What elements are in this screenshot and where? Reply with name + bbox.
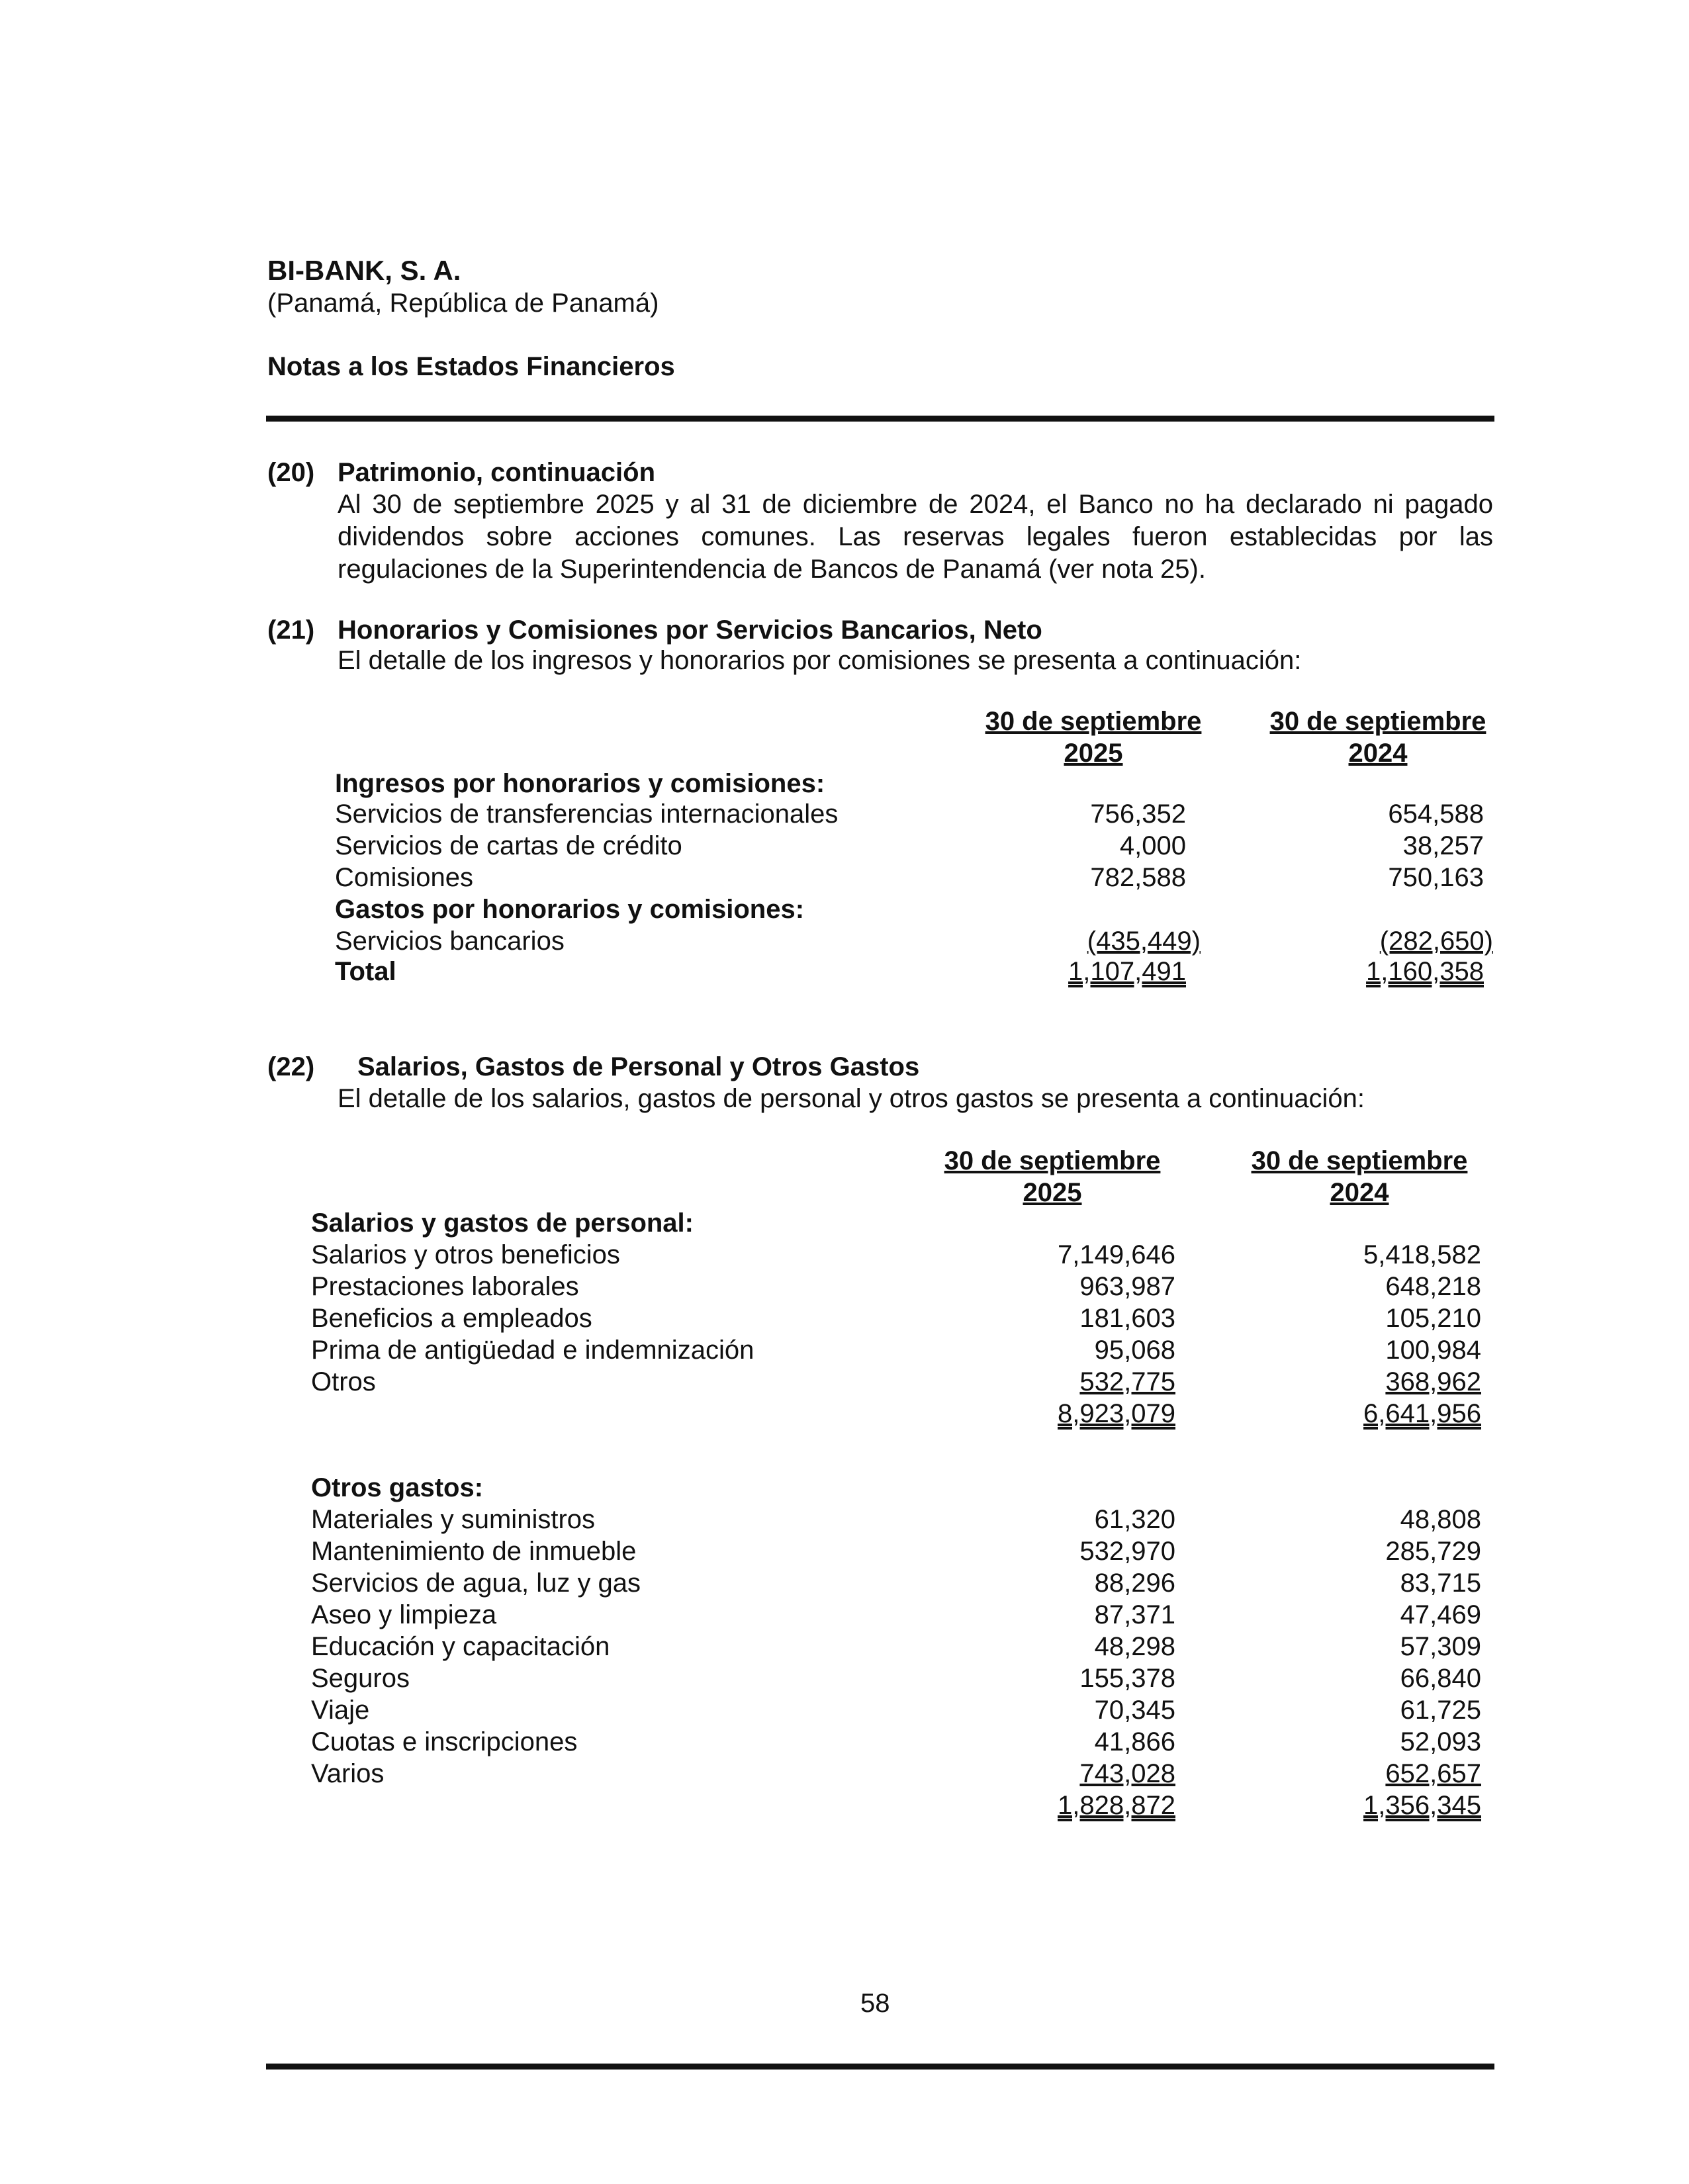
other-row-label: Materiales y suministros: [311, 1505, 596, 1534]
note-22-title: Salarios, Gastos de Personal y Otros Gastos: [357, 1052, 920, 1081]
other-total-2024: 1,356,345: [1363, 1791, 1481, 1820]
note-20-line-2: dividendos sobre acciones comunes. Las reservas legales fueron establecidas por las: [338, 522, 1493, 551]
note-21-number: (21): [267, 615, 315, 645]
note-22-number: (22): [267, 1052, 315, 1081]
other-row-label: Servicios de agua, luz y gas: [311, 1569, 641, 1598]
other-total-2025: 1,828,872: [1058, 1791, 1175, 1820]
note-21-row-label: Comisiones: [335, 863, 473, 892]
salaries-row-label: Otros: [311, 1367, 376, 1396]
note-21-total-2024: 1,160,358: [1366, 957, 1484, 986]
page-number: 58: [860, 1989, 890, 2018]
note-21-col-2024-heading: 30 de septiembre: [1269, 707, 1486, 736]
note-21-col-2024-year: 2024: [1348, 739, 1408, 768]
note-21-row-2025: 756,352: [1090, 799, 1186, 829]
other-row-2024: 57,309: [1400, 1632, 1481, 1661]
other-row-2024: 61,725: [1400, 1696, 1481, 1725]
document-title: Notas a los Estados Financieros: [267, 352, 675, 381]
other-row-2024: 652,657: [1385, 1759, 1481, 1788]
other-row-2025: 88,296: [1094, 1569, 1175, 1598]
other-row-label: Varios: [311, 1759, 385, 1788]
other-row-2025: 41,866: [1094, 1727, 1175, 1756]
note-22-other-heading: Otros gastos:: [311, 1473, 484, 1502]
other-row-label: Aseo y limpieza: [311, 1600, 497, 1629]
header-divider: [266, 416, 1494, 422]
note-21-row-2025: 782,588: [1090, 863, 1186, 892]
note-20-number: (20): [267, 458, 315, 487]
other-row-label: Seguros: [311, 1664, 410, 1693]
note-22-col-2025-heading: 30 de septiembre: [944, 1146, 1161, 1175]
note-21-row-label: Servicios de transferencias internacionales: [335, 799, 839, 829]
other-row-2024: 52,093: [1400, 1727, 1481, 1756]
note-21-row-2025: 4,000: [1119, 831, 1186, 860]
salaries-row-2025: 95,068: [1094, 1336, 1175, 1365]
note-21-intro: El detalle de los ingresos y honorarios por comisiones se presenta a continuación:: [338, 646, 1302, 675]
note-20-title: Patrimonio, continuación: [338, 458, 656, 487]
other-row-label: Viaje: [311, 1696, 370, 1725]
company-name: BI-BANK, S. A.: [267, 255, 461, 286]
note-21-expense-2025: (435,449): [1087, 927, 1201, 956]
salaries-row-2024: 5,418,582: [1363, 1240, 1481, 1269]
salaries-row-2025: 7,149,646: [1058, 1240, 1175, 1269]
salaries-row-label: Beneficios a empleados: [311, 1304, 592, 1333]
other-row-2025: 532,970: [1079, 1537, 1175, 1566]
other-row-label: Cuotas e inscripciones: [311, 1727, 578, 1756]
note-21-row-2024: 654,588: [1388, 799, 1484, 829]
other-row-2025: 87,371: [1094, 1600, 1175, 1629]
note-21-row-2024: 38,257: [1402, 831, 1484, 860]
note-20-paragraph: [338, 488, 1493, 586]
note-21-expense-label: Servicios bancarios: [335, 927, 565, 956]
note-22-salaries-heading: Salarios y gastos de personal:: [311, 1208, 694, 1238]
note-21-total-2025: 1,107,491: [1068, 957, 1186, 986]
salaries-row-2025: 181,603: [1079, 1304, 1175, 1333]
note-20-line-3: regulaciones de la Superintendencia de Bancos de Panamá (ver nota 25).: [338, 555, 1206, 584]
note-22-col-2025-year: 2025: [1023, 1178, 1082, 1207]
note-21-expense-heading: Gastos por honorarios y comisiones:: [335, 895, 805, 924]
other-row-2024: 285,729: [1385, 1537, 1481, 1566]
other-row-2025: 743,028: [1079, 1759, 1175, 1788]
salaries-total-2024: 6,641,956: [1363, 1399, 1481, 1428]
salaries-row-2024: 368,962: [1385, 1367, 1481, 1396]
note-22-col-2024-heading: 30 de septiembre: [1251, 1146, 1468, 1175]
other-row-label: Mantenimiento de inmueble: [311, 1537, 637, 1566]
other-row-2025: 61,320: [1094, 1505, 1175, 1534]
note-21-expense-2024: (282,650): [1379, 927, 1493, 956]
note-22-intro: El detalle de los salarios, gastos de personal y otros gastos se presenta a continuación:: [338, 1084, 1365, 1113]
note-22-col-2024-year: 2024: [1330, 1178, 1389, 1207]
salaries-row-2025: 963,987: [1079, 1272, 1175, 1301]
other-row-2025: 48,298: [1094, 1632, 1175, 1661]
note-21-row-2024: 750,163: [1388, 863, 1484, 892]
note-21-total-label: Total: [335, 957, 396, 986]
other-row-2025: 70,345: [1094, 1696, 1175, 1725]
note-21-title: Honorarios y Comisiones por Servicios Bancarios, Neto: [338, 615, 1042, 645]
note-21-col-2025-heading: 30 de septiembre: [985, 707, 1202, 736]
salaries-row-2024: 100,984: [1385, 1336, 1481, 1365]
salaries-row-label: Prestaciones laborales: [311, 1272, 579, 1301]
salaries-row-label: Salarios y otros beneficios: [311, 1240, 620, 1269]
salaries-row-2024: 648,218: [1385, 1272, 1481, 1301]
note-20-line-1: Al 30 de septiembre 2025 y al 31 de diciembre de 2024, el Banco no ha declarado ni pagado: [338, 490, 1493, 519]
company-location: (Panamá, República de Panamá): [267, 289, 659, 318]
other-row-2024: 66,840: [1400, 1664, 1481, 1693]
other-row-2024: 83,715: [1400, 1569, 1481, 1598]
other-row-2024: 48,808: [1400, 1505, 1481, 1534]
salaries-row-label: Prima de antigüedad e indemnización: [311, 1336, 754, 1365]
other-row-2024: 47,469: [1400, 1600, 1481, 1629]
salaries-total-2025: 8,923,079: [1058, 1399, 1175, 1428]
salaries-row-2024: 105,210: [1385, 1304, 1481, 1333]
note-21-income-heading: Ingresos por honorarios y comisiones:: [335, 769, 825, 798]
note-21-col-2025-year: 2025: [1064, 739, 1123, 768]
salaries-row-2025: 532,775: [1079, 1367, 1175, 1396]
other-row-label: Educación y capacitación: [311, 1632, 610, 1661]
footer-divider: [266, 2064, 1494, 2070]
other-row-2025: 155,378: [1079, 1664, 1175, 1693]
note-21-row-label: Servicios de cartas de crédito: [335, 831, 682, 860]
